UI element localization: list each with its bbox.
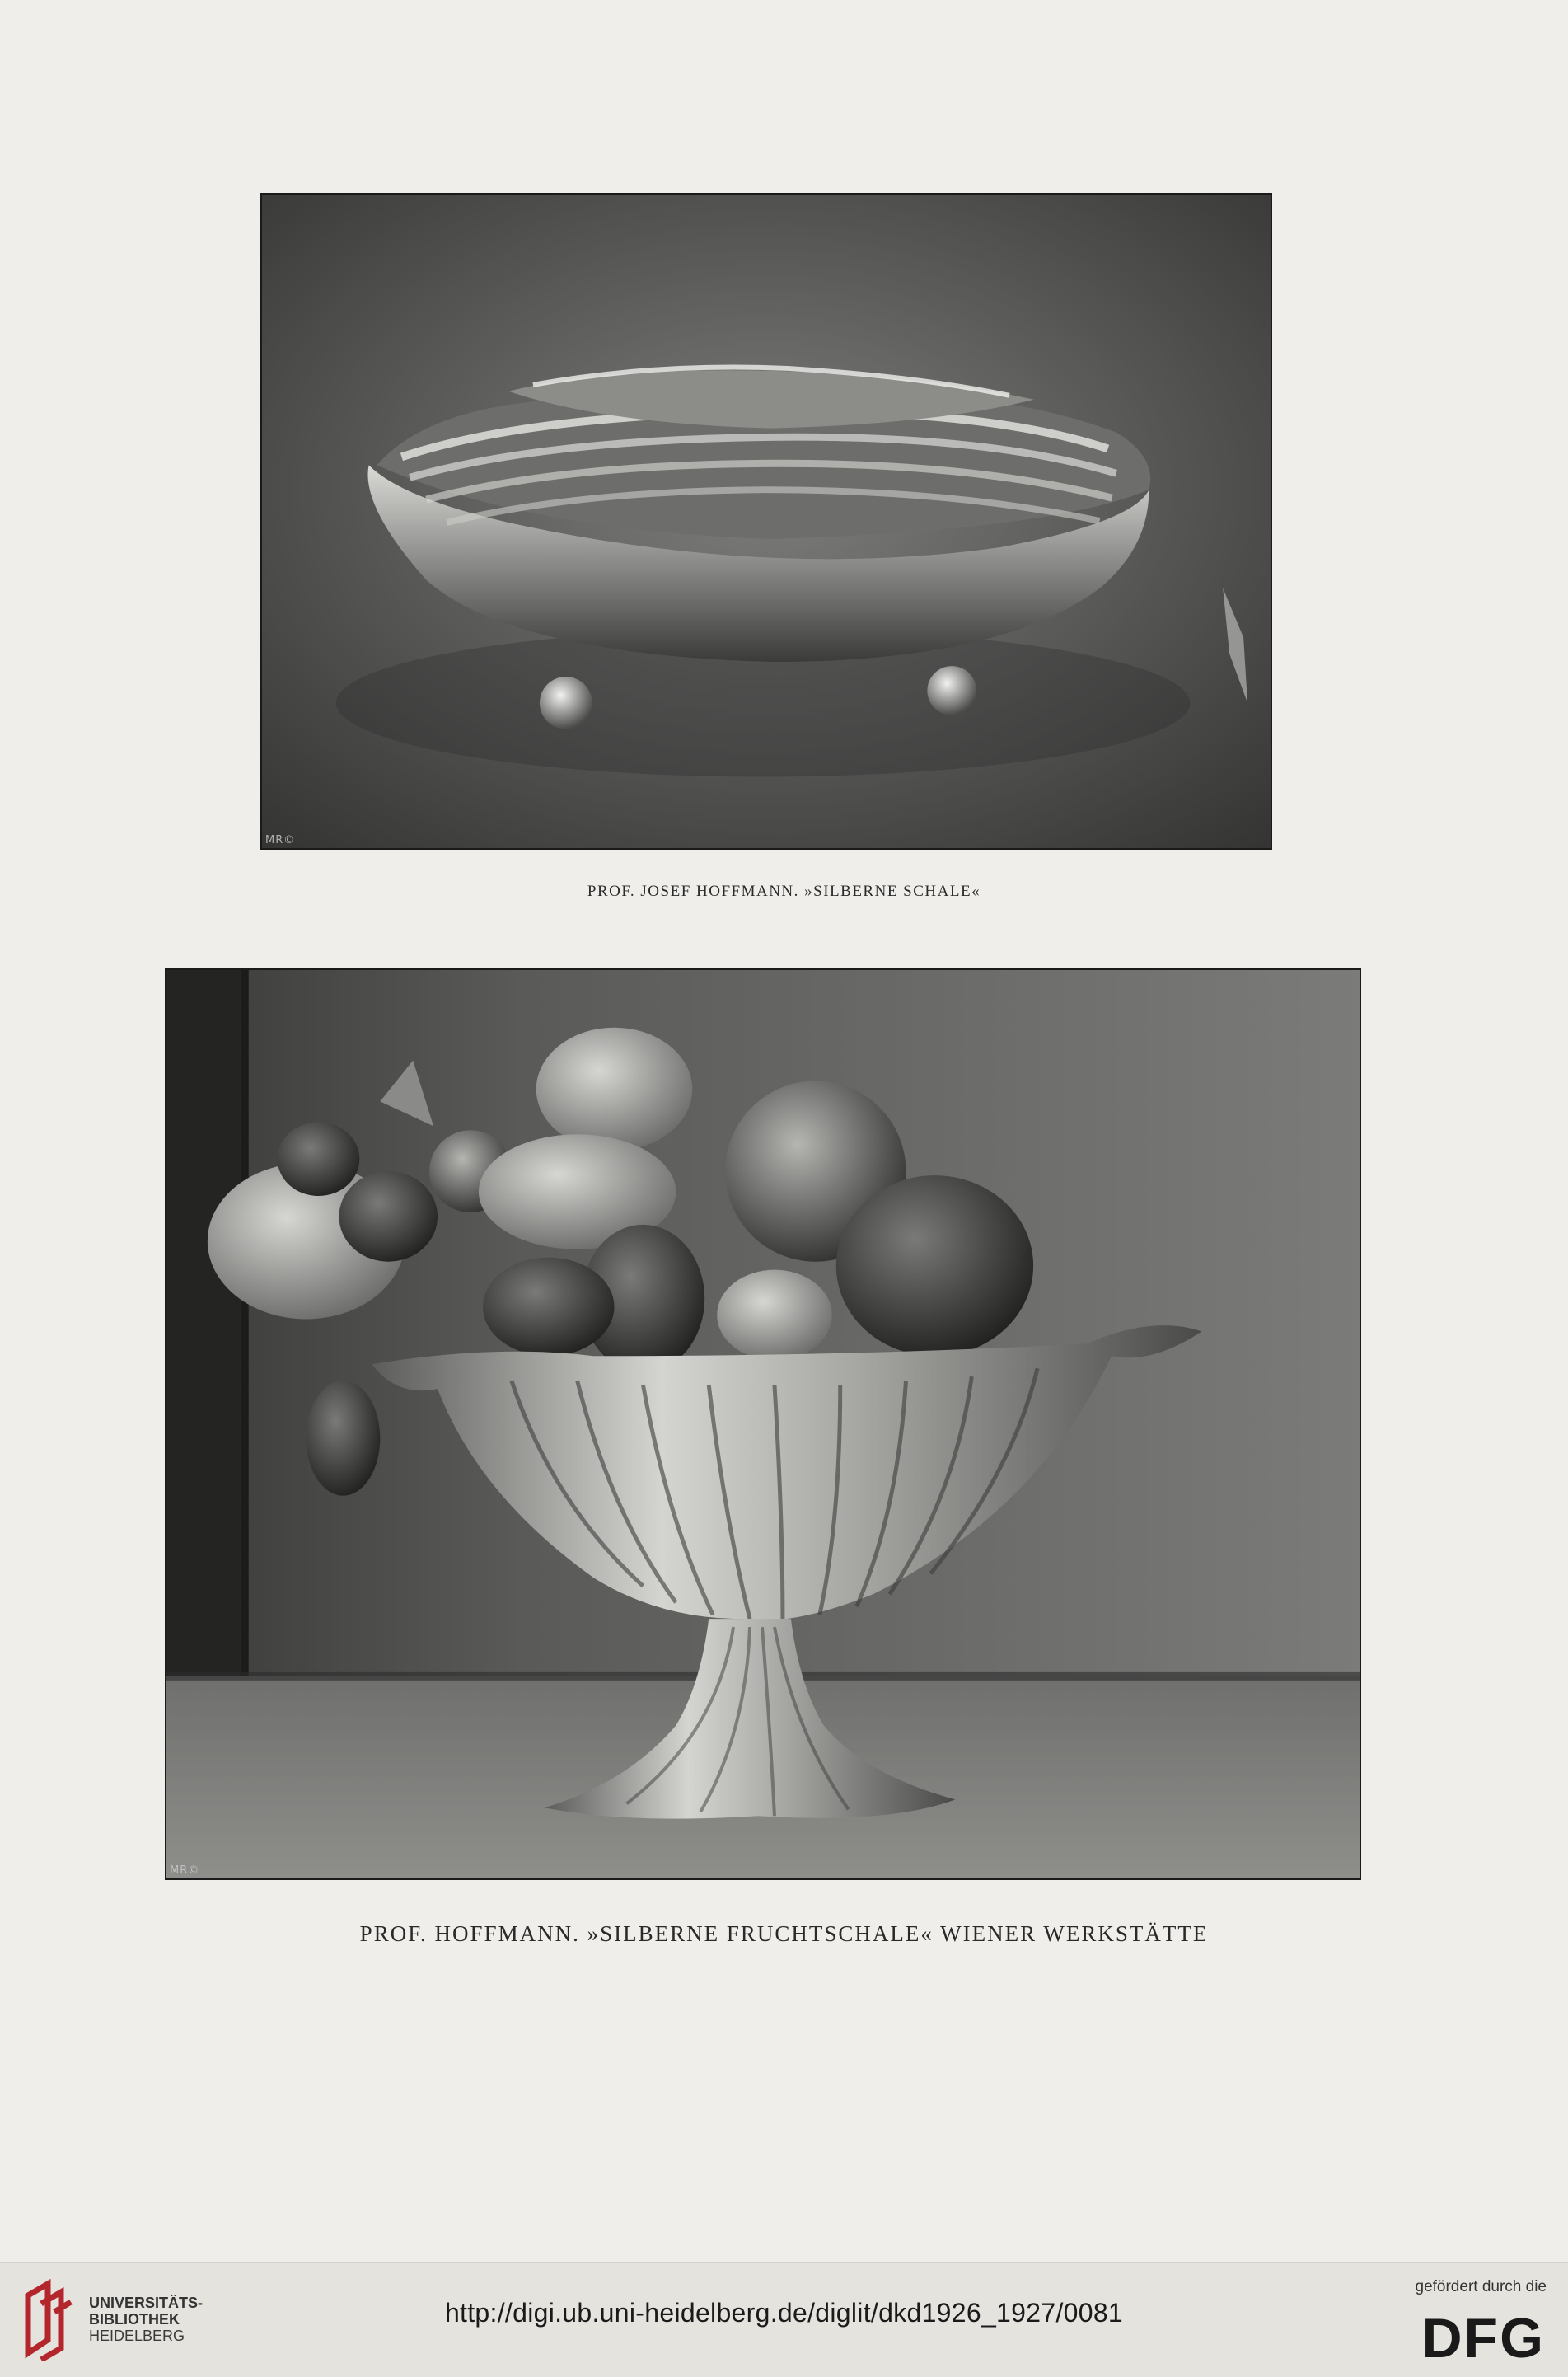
library-name-line3: HEIDELBERG [89,2328,185,2344]
library-name-line2: BIBLIOTHEK [89,2311,180,2328]
photo-fruit-bowl [165,968,1361,1880]
plate-mark: MR© [170,1864,200,1877]
library-name-line1: UNIVERSITÄTS- [89,2295,204,2311]
caption-fruit-bowl: PROF. HOFFMANN. »SILBERNE FRUCHTSCHALE« WIENER WERKSTÄTTE [359,1921,1209,1946]
plate-mark: MR© [265,834,296,846]
photo-silver-bowl [260,193,1272,850]
funding-text: gefördert durch die [1415,2278,1547,2295]
caption-silver-bowl: PROF. JOSEF HOFFMANN. »SILBERNE SCHALE« [587,883,981,900]
permalink-url[interactable]: http://digi.ub.uni-heidelberg.de/diglit/dkd1926_1927/0081 [444,2298,1124,2328]
dfg-logo: DFG [1421,2307,1545,2370]
